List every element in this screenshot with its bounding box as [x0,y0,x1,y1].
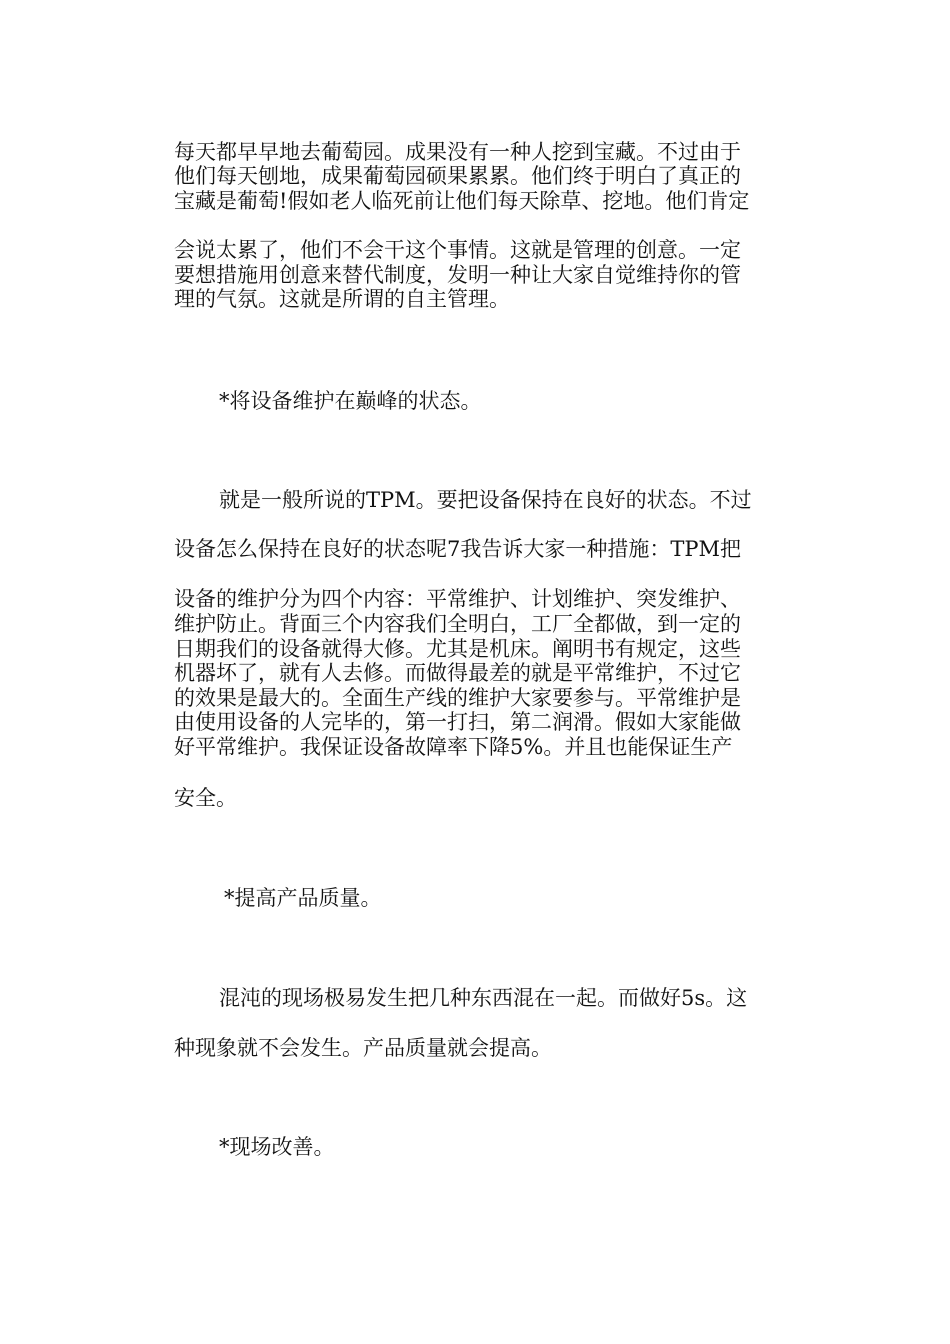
section-heading-site-improvement: *现场改善。 [219,1135,335,1159]
text-line: 设备怎么保持在良好的状态呢7我告诉大家一种措施：TPM把 [174,537,741,561]
text-line: 由使用设备的人完毕的，第一打扫，第二润滑。假如大家能做 [174,710,741,734]
text-line: 要想措施用创意来替代制度，发明一种让大家自觉维持你的管 [174,263,741,287]
text-line: 种现象就不会发生。产品质量就会提高。 [174,1036,552,1060]
text-line: 就是一般所说的TPM。要把设备保持在良好的状态。不过 [219,488,752,512]
text-line: 每天都早早地去葡萄园。成果没有一种人挖到宝藏。不过由于 [174,140,741,164]
text-line: 安全。 [174,786,237,810]
text-line: 会说太累了，他们不会干这个事情。这就是管理的创意。一定 [174,238,741,262]
text-line: 设备的维护分为四个内容：平常维护、计划维护、突发维护、 [174,587,741,611]
text-line: 宝藏是葡萄!假如老人临死前让他们每天除草、挖地。他们肯定 [174,189,750,213]
text-line: 机器坏了，就有人去修。而做得最差的就是平常维护，不过它 [174,661,741,685]
section-heading-quality: *提高产品质量。 [224,886,382,910]
section-heading-equipment: *将设备维护在巅峰的状态。 [219,389,482,413]
text-line: 日期我们的设备就得大修。尤其是机床。阐明书有规定，这些 [174,637,741,661]
text-line: 好平常维护。我保证设备故障率下降5%。并且也能保证生产 [174,735,733,759]
text-line: 维护防止。背面三个内容我们全明白，工厂全都做，到一定的 [174,612,741,636]
text-line: 理的气氛。这就是所谓的自主管理。 [174,287,510,311]
text-line: 的效果是最大的。全面生产线的维护大家要参与。平常维护是 [174,686,741,710]
text-line: 混沌的现场极易发生把几种东西混在一起。而做好5s。这 [219,986,748,1010]
text-line: 他们每天刨地，成果葡萄园硕果累累。他们终于明白了真正的 [174,164,741,188]
